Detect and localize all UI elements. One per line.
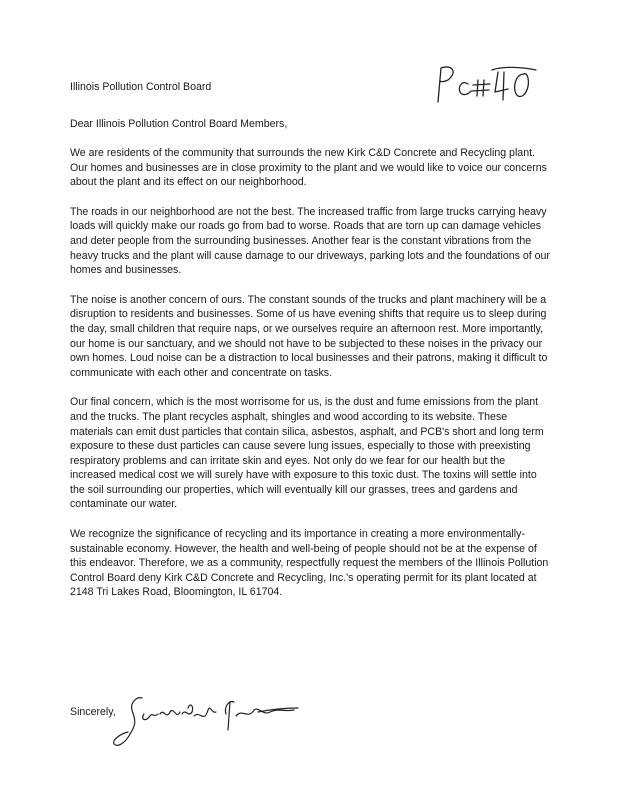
signature-mark bbox=[108, 690, 308, 756]
paragraph-request: We recognize the significance of recycling and its importance in creating a more environmentally-sustainable economy. However, the health and well-being of people should not be at the expense of this endeavor. Therefore, we as a community, respectfully request the members of the Illinois Pollution Control Board deny Kirk C&D Concrete and Recycling, Inc.'s operating permit for its plant located at 2148 Tri Lakes Road, Bloomington, IL 61704. bbox=[70, 528, 549, 599]
paragraph-roads: The roads in our neighborhood are not the best. The increased traffic from large trucks carrying heavy loads will quickly make our roads go from bad to worse. Roads that are torn up can damage vehicles and deter people from the surrounding businesses. Another fear is the constant vibrations from the heavy trucks and the plant will cause damage to our driveways, parking lots and the foundations of our homes and businesses. bbox=[70, 205, 550, 277]
paragraph-intro: We are residents of the community that surrounds the new Kirk C&D Concrete and Recycling plant. Our homes and businesses are in close proximity to the plant and we would like to voice our concerns about the plant and its effect on our neighborhood. bbox=[70, 147, 547, 189]
letter-body bbox=[70, 146, 552, 615]
paragraph-dust: Our final concern, which is the most worrisome for us, is the dust and fume emissions from the plant and the trucks. The plant recycles asphalt, shingles and wood according to its website. These materials can emit dust particles that contain silica, asbestos, asphalt, and PCB's short and long term exposure to these dust particles can cause severe lung issues, especially to those with preexisting respiratory problems and can irritate skin and eyes. Not only do we fear for our health but the increased medical cost we will surely have with exposure to this toxic dust. The toxins will settle into the soil surrounding our properties, which will eventually kill our grasses, trees and gardens and contaminate our water. bbox=[70, 396, 544, 511]
paragraph-noise: The noise is another concern of ours. The constant sounds of the trucks and plant machinery will be a disruption to residents and businesses. Some of us have evening shifts that require us to sleep during the day, small children that require naps, or we ourselves require an afternoon rest. More importantly, our home is our sanctuary, and we should not have to be subjected to these noises in the privacy our own homes. Loud noise can be a distraction to local businesses and their patrons, making it difficult to communicate with each other and concentrate on tasks. bbox=[70, 293, 548, 379]
recipient-line: Illinois Pollution Control Board bbox=[70, 81, 212, 93]
signature bbox=[108, 690, 308, 756]
handwritten-annotation bbox=[432, 62, 542, 106]
handwritten-annotation-mark bbox=[432, 62, 542, 106]
salutation: Dear Illinois Pollution Control Board Members, bbox=[70, 118, 288, 130]
closing: Sincerely, bbox=[70, 706, 116, 718]
